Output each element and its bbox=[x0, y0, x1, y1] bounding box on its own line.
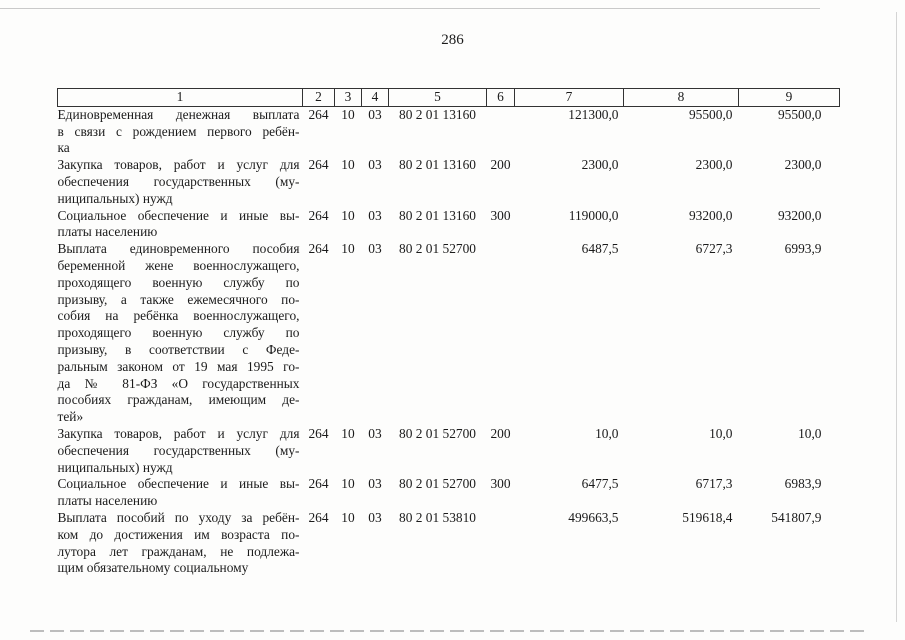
row-name-line: Единовременная денежная выплата bbox=[57, 106, 300, 122]
row-name-line: проходящего военную службу по bbox=[57, 325, 300, 341]
table-row bbox=[58, 157, 840, 207]
row-name bbox=[58, 208, 303, 242]
amount-year-2: 10,0 bbox=[709, 425, 733, 441]
section-code: 10 bbox=[341, 241, 355, 257]
amount-year-1: 121300,0 bbox=[568, 106, 619, 122]
section-code: 10 bbox=[341, 476, 355, 492]
row-name-line: в связи с рождением первого ребён- bbox=[57, 123, 300, 139]
row-name-line: тей» bbox=[57, 409, 84, 425]
expense-type-code: 300 bbox=[490, 207, 511, 223]
amount-year-2: 93200,0 bbox=[688, 207, 733, 223]
ministry-code: 264 bbox=[308, 106, 329, 122]
subsection-code: 03 bbox=[368, 106, 382, 122]
row-name-line: проходящего военную службу по bbox=[57, 274, 300, 290]
column-header-2: 2 bbox=[303, 89, 335, 107]
subsection-code: 03 bbox=[368, 241, 382, 257]
row-name-line: ка bbox=[57, 140, 70, 156]
ministry-code: 264 bbox=[308, 476, 329, 492]
row-name-line: платы населению bbox=[57, 224, 158, 240]
amount-year-3: 2300,0 bbox=[784, 157, 822, 173]
amount-year-3: 6983,9 bbox=[784, 476, 822, 492]
budget-table bbox=[57, 88, 840, 577]
amount-year-2: 2300,0 bbox=[695, 157, 733, 173]
table-row bbox=[58, 106, 840, 157]
column-header-4: 4 bbox=[362, 89, 389, 107]
row-name bbox=[58, 426, 303, 476]
row-name-line: щим обязательному социальному bbox=[57, 560, 249, 576]
amount-year-2: 95500,0 bbox=[688, 106, 733, 122]
amount-year-2: 519618,4 bbox=[682, 509, 733, 525]
section-code: 10 bbox=[341, 207, 355, 223]
row-name-line: Закупка товаров, работ и услуг для bbox=[57, 157, 300, 173]
subsection-code: 03 bbox=[368, 207, 382, 223]
row-name-line: пособиях гражданам, имеющим де- bbox=[57, 392, 300, 408]
target-article-code: 80 2 01 13160 bbox=[399, 207, 476, 223]
target-article-code: 80 2 01 52700 bbox=[399, 425, 476, 441]
column-header-8: 8 bbox=[624, 89, 739, 107]
ministry-code: 264 bbox=[308, 425, 329, 441]
column-header-1: 1 bbox=[58, 89, 303, 107]
table-row bbox=[58, 241, 840, 426]
amount-year-3: 93200,0 bbox=[777, 207, 822, 223]
row-name-line: да № 81-ФЗ «О государственных bbox=[57, 375, 300, 391]
ministry-code: 264 bbox=[308, 157, 329, 173]
row-name-line: ниципальных) нужд bbox=[57, 459, 173, 475]
amount-year-3: 6993,9 bbox=[784, 241, 822, 257]
subsection-code: 03 bbox=[368, 509, 382, 525]
scan-edge-top bbox=[0, 8, 820, 9]
row-name-line: обеспечения государственных (му- bbox=[57, 173, 300, 189]
ministry-code: 264 bbox=[308, 207, 329, 223]
row-name-line: Социальное обеспечение и иные вы- bbox=[57, 476, 300, 492]
amount-year-1: 6487,5 bbox=[581, 241, 619, 257]
target-article-code: 80 2 01 52700 bbox=[399, 476, 476, 492]
expense-type-code: 200 bbox=[490, 157, 511, 173]
amount-year-1: 119000,0 bbox=[568, 207, 619, 223]
target-article-code: 80 2 01 13160 bbox=[399, 106, 476, 122]
subsection-code: 03 bbox=[368, 476, 382, 492]
amount-year-1: 6477,5 bbox=[581, 476, 619, 492]
row-name-line: ральным законом от 19 мая 1995 го- bbox=[57, 358, 300, 374]
row-name-line: беременной жене военнослужащего, bbox=[57, 257, 300, 273]
row-name bbox=[58, 157, 303, 207]
expense-type-code: 300 bbox=[490, 476, 511, 492]
target-article-code: 80 2 01 53810 bbox=[399, 509, 476, 525]
row-name-line: лутора лет гражданам, не подлежа- bbox=[57, 543, 300, 559]
row-name bbox=[58, 476, 303, 510]
section-code: 10 bbox=[341, 106, 355, 122]
section-code: 10 bbox=[341, 509, 355, 525]
row-name-line: Социальное обеспечение и иные вы- bbox=[57, 207, 300, 223]
column-header-6: 6 bbox=[487, 89, 515, 107]
section-code: 10 bbox=[341, 425, 355, 441]
expense-type-code bbox=[487, 106, 515, 157]
row-name-line: платы населению bbox=[57, 493, 158, 509]
row-name-line: призыву, а также ежемесячного по- bbox=[57, 291, 300, 307]
table-body bbox=[58, 106, 840, 577]
row-name-line: обеспечения государственных (му- bbox=[57, 442, 300, 458]
table-row bbox=[58, 510, 840, 577]
section-code: 10 bbox=[341, 157, 355, 173]
subsection-code: 03 bbox=[368, 425, 382, 441]
amount-year-3: 95500,0 bbox=[777, 106, 822, 122]
row-name bbox=[58, 106, 303, 157]
column-header-3: 3 bbox=[335, 89, 362, 107]
row-name-line: призыву, в соответствии с Феде- bbox=[57, 341, 300, 357]
row-name bbox=[58, 241, 303, 426]
table-row bbox=[58, 476, 840, 510]
row-name-line: Выплата пособий по уходу за ребён- bbox=[57, 509, 300, 525]
header-row bbox=[58, 89, 840, 107]
amount-year-3: 10,0 bbox=[798, 425, 822, 441]
ministry-code: 264 bbox=[308, 509, 329, 525]
row-name-line: Закупка товаров, работ и услуг для bbox=[57, 425, 300, 441]
ministry-code: 264 bbox=[308, 241, 329, 257]
target-article-code: 80 2 01 13160 bbox=[399, 157, 476, 173]
table-row bbox=[58, 426, 840, 476]
amount-year-1: 2300,0 bbox=[581, 157, 619, 173]
page-number: 286 bbox=[441, 32, 464, 48]
column-header-9: 9 bbox=[739, 89, 840, 107]
scan-edge-bottom bbox=[30, 630, 870, 632]
expense-type-code bbox=[487, 510, 515, 577]
column-header-5: 5 bbox=[389, 89, 487, 107]
expense-type-code bbox=[487, 241, 515, 426]
row-name bbox=[58, 510, 303, 577]
row-name-line: собия на ребёнка военнослужащего, bbox=[57, 308, 300, 324]
target-article-code: 80 2 01 52700 bbox=[399, 241, 476, 257]
column-header-7: 7 bbox=[515, 89, 624, 107]
amount-year-1: 499663,5 bbox=[568, 509, 619, 525]
amount-year-2: 6717,3 bbox=[695, 476, 733, 492]
table-row bbox=[58, 208, 840, 242]
amount-year-3: 541807,9 bbox=[771, 509, 822, 525]
amount-year-1: 10,0 bbox=[595, 425, 619, 441]
subsection-code: 03 bbox=[368, 157, 382, 173]
expense-type-code: 200 bbox=[490, 425, 511, 441]
scan-edge-right bbox=[896, 12, 897, 622]
row-name-line: ниципальных) нужд bbox=[57, 190, 173, 206]
amount-year-2: 6727,3 bbox=[695, 241, 733, 257]
row-name-line: ком до достижения им возраста по- bbox=[57, 526, 300, 542]
row-name-line: Выплата единовременного пособия bbox=[57, 241, 300, 257]
